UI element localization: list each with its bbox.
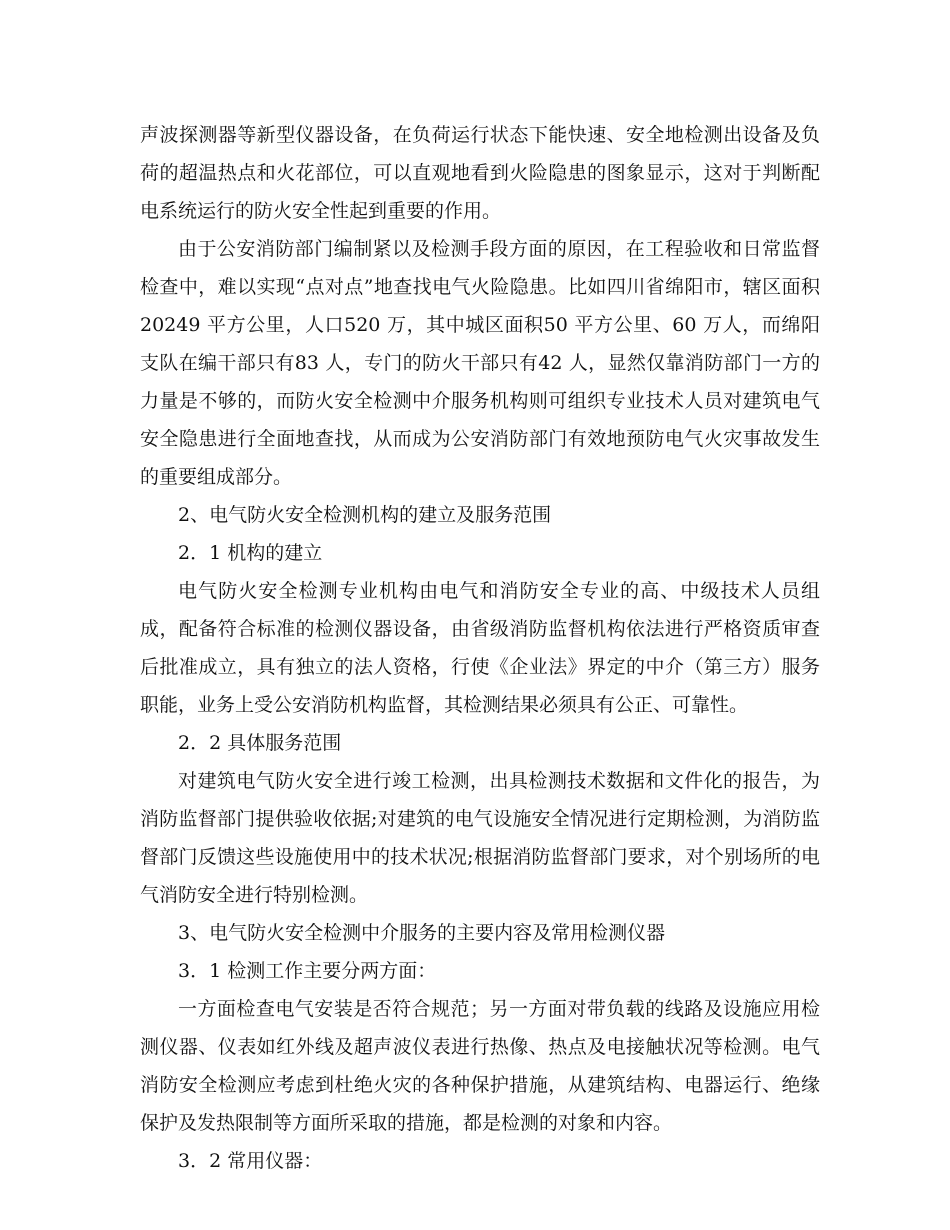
section-heading-3: 3、电气防火安全检测中介服务的主要内容及常用检测仪器 <box>178 922 666 944</box>
subsection-heading-2-1: 2．1 机构的建立 <box>178 542 323 564</box>
paragraph-continued: 声波探测器等新型仪器设备，在负荷运行状态下能快速、安全地检测出设备及负荷的超温热点和火花部位，可以直观地看到火险隐患的图象显示，这对于判断配电系统运行的防火安全性起到重要的作用。 <box>140 124 820 222</box>
subsection-heading-3-2: 3．2 常用仪器： <box>178 1150 323 1172</box>
paragraph-inspection-content: 一方面检查电气安装是否符合规范；另一方面对带负载的线路及设施应用检测仪器、仪表如红外线及超声波仪表进行热像、热点及电接触状况等检测。电气消防安全检测应考虑到杜绝火灾的各种保护措施，从建筑结构、电器运行、绝缘保护及发热限制等方面所采取的措施，都是检测的对象和内容。 <box>140 998 820 1134</box>
paragraph-fire-department-capacity: 由于公安消防部门编制紧以及检测手段方面的原因，在工程验收和日常监督检查中，难以实现“点对点”地查找电气火险隐患。比如四川省绵阳市，辖区面积20249 平方公里，人口520 万，其中城区面积50 平方公里、60 万人，而绵阳支队在编干部只有83 人，专门的防火干部只有42 人，显然仅靠消防部门一方的力量是不够的，而防火安全检测中介服务机构则可组织专业技术人员对建筑电气安全隐患进行全面地查找，从而成为公安消防部门有效地预防电气火灾事故发生的重要组成部分。 <box>140 238 820 488</box>
subsection-heading-2-2: 2．2 具体服务范围 <box>178 732 342 754</box>
subsection-heading-3-1: 3．1 检测工作主要分两方面： <box>178 960 437 982</box>
section-heading-2: 2、电气防火安全检测机构的建立及服务范围 <box>178 504 552 526</box>
paragraph-service-scope: 对建筑电气防火安全进行竣工检测，出具检测技术数据和文件化的报告，为消防监督部门提供验收依据;对建筑的电气设施安全情况进行定期检测，为消防监督部门反馈这些设施使用中的技术状况;根据消防监督部门要求，对个别场所的电气消防安全进行特别检测。 <box>140 770 820 906</box>
paragraph-agency-establishment: 电气防火安全检测专业机构由电气和消防安全专业的高、中级技术人员组成，配备符合标准的检测仪器设备，由省级消防监督机构依法进行严格资质审查后批准成立，具有独立的法人资格，行使《企业法》界定的中介（第三方）服务职能，业务上受公安消防机构监督，其检测结果必须具有公正、可靠性。 <box>140 580 820 716</box>
document-body <box>140 116 820 1180</box>
